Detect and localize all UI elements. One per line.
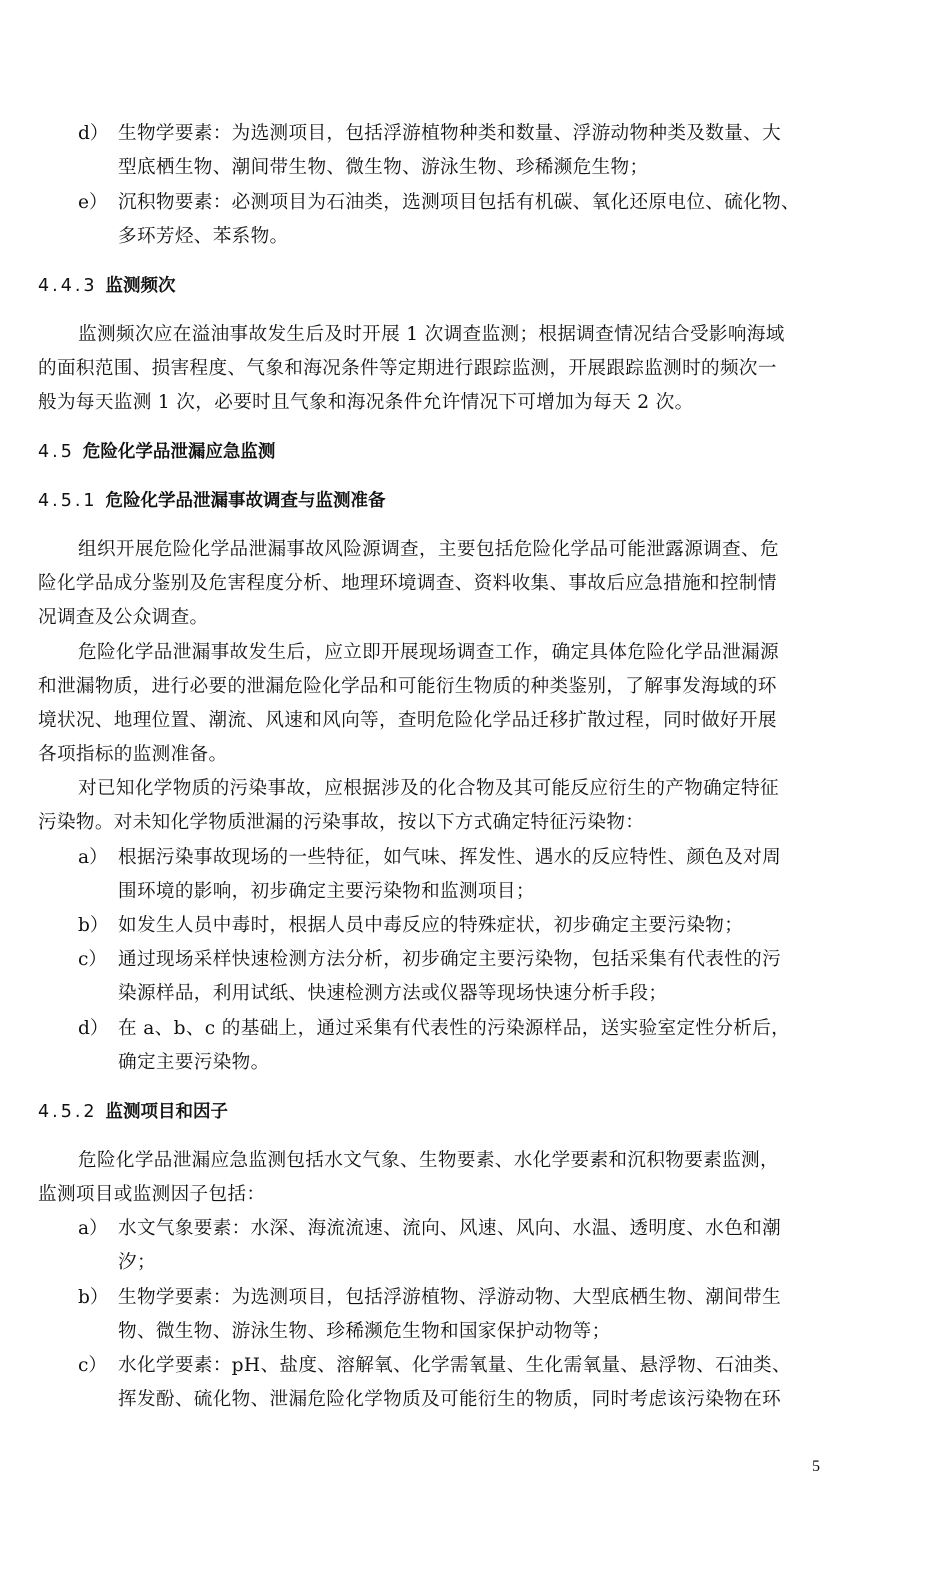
text-line: 危险化学品泄漏事故发生后，应立即开展现场调查工作，确定具体危险化学品泄漏源 — [78, 642, 779, 663]
section-title: 危险化学品泄漏事故调查与监测准备 — [105, 491, 386, 511]
text-line: 污染物。对未知化学物质泄漏的污染事故，按以下方式确定特征污染物： — [38, 812, 645, 833]
section-title: 危险化学品泄漏应急监测 — [82, 442, 276, 462]
list-label: a） — [78, 1218, 108, 1239]
section-number: 4.5 — [38, 442, 75, 462]
section-title: 监测频次 — [105, 276, 176, 296]
text-line: 染源样品，利用试纸、快速检测方法或仪器等现场快速分析手段； — [118, 983, 668, 1004]
text-line: 对已知化学物质的污染事故，应根据涉及的化合物及其可能反应衍生的产物确定特征 — [78, 778, 779, 799]
list-label: c） — [78, 1355, 108, 1376]
section-number: 4.4.3 — [38, 276, 98, 296]
text-line: 境状况、地理位置、潮流、风速和风向等，查明危险化学品迁移扩散过程，同时做好开展 — [38, 710, 777, 731]
text-line: 监测频次应在溢油事故发生后及时开展 1 次调查监测；根据调查情况结合受影响海域 — [78, 324, 785, 345]
text-line: 物、微生物、游泳生物、珍稀濒危生物和国家保护动物等； — [118, 1321, 611, 1342]
section-title: 监测项目和因子 — [105, 1102, 229, 1122]
list-label: d） — [78, 123, 109, 144]
text-line: 况调查及公众调查。 — [38, 607, 209, 628]
text-line: 的面积范围、损害程度、气象和海况条件等定期进行跟踪监测，开展跟踪监测时的频次一 — [38, 358, 777, 379]
text-line: 根据污染事故现场的一些特征，如气味、挥发性、遇水的反应特性、颜色及对周 — [118, 847, 782, 868]
section-heading-4-4-3 — [38, 275, 176, 297]
text-line: 如发生人员中毒时，根据人员中毒反应的特殊症状，初步确定主要污染物； — [118, 915, 744, 936]
section-heading-4-5-1 — [38, 490, 386, 512]
text-line: 在 a、b、c 的基础上，通过采集有代表性的污染源样品，送实验室定性分析后， — [118, 1018, 791, 1039]
text-line: 围环境的影响，初步确定主要污染物和监测项目； — [118, 881, 535, 902]
text-line: 生物学要素：为选测项目，包括浮游植物、浮游动物、大型底栖生物、潮间带生 — [118, 1287, 782, 1308]
text-line: 水文气象要素：水深、海流流速、流向、风速、风向、水温、透明度、水色和潮 — [118, 1218, 782, 1239]
section-number: 4.5.2 — [38, 1102, 98, 1122]
list-label: b） — [78, 1287, 109, 1308]
text-line: 沉积物要素：必测项目为石油类，选测项目包括有机碳、氧化还原电位、硫化物、 — [118, 192, 800, 213]
text-line: 多环芳烃、苯系物。 — [118, 226, 289, 247]
text-line: 汐； — [118, 1252, 156, 1273]
text-line: 各项指标的监测准备。 — [38, 744, 228, 765]
text-line: 监测项目或监测因子包括： — [38, 1184, 266, 1205]
text-line: 组织开展危险化学品泄漏事故风险源调查，主要包括危险化学品可能泄露源调查、危 — [78, 539, 779, 560]
text-line: 险化学品成分鉴别及危害程度分析、地理环境调查、资料收集、事故后应急措施和控制情 — [38, 573, 777, 594]
text-line: 型底栖生物、潮间带生物、微生物、游泳生物、珍稀濒危生物； — [118, 157, 649, 178]
text-line: 挥发酚、硫化物、泄漏危险化学物质及可能衍生的物质，同时考虑该污染物在环 — [118, 1389, 782, 1410]
text-line: 危险化学品泄漏应急监测包括水文气象、生物要素、水化学要素和沉积物要素监测， — [78, 1150, 779, 1171]
text-line: 通过现场采样快速检测方法分析，初步确定主要污染物，包括采集有代表性的污 — [118, 949, 782, 970]
section-heading-4-5-2 — [38, 1101, 228, 1123]
list-label: e） — [78, 192, 108, 213]
list-label: a） — [78, 847, 108, 868]
list-label: d） — [78, 1018, 109, 1039]
page-number: 5 — [812, 1458, 820, 1475]
text-line: 和泄漏物质，进行必要的泄漏危险化学品和可能衍生物质的种类鉴别，了解事发海域的环 — [38, 676, 777, 697]
text-line: 般为每天监测 1 次，必要时且气象和海况条件允许情况下可增加为每天 2 次。 — [38, 392, 694, 413]
section-heading-4-5 — [38, 441, 275, 463]
text-line: 确定主要污染物。 — [118, 1052, 270, 1073]
section-number: 4.5.1 — [38, 491, 98, 511]
text-line: 生物学要素：为选测项目，包括浮游植物种类和数量、浮游动物种类及数量、大 — [118, 123, 782, 144]
list-label: c） — [78, 949, 108, 970]
text-line: 水化学要素：pH、盐度、溶解氧、化学需氧量、生化需氧量、悬浮物、石油类、 — [118, 1355, 791, 1376]
list-label: b） — [78, 915, 109, 936]
